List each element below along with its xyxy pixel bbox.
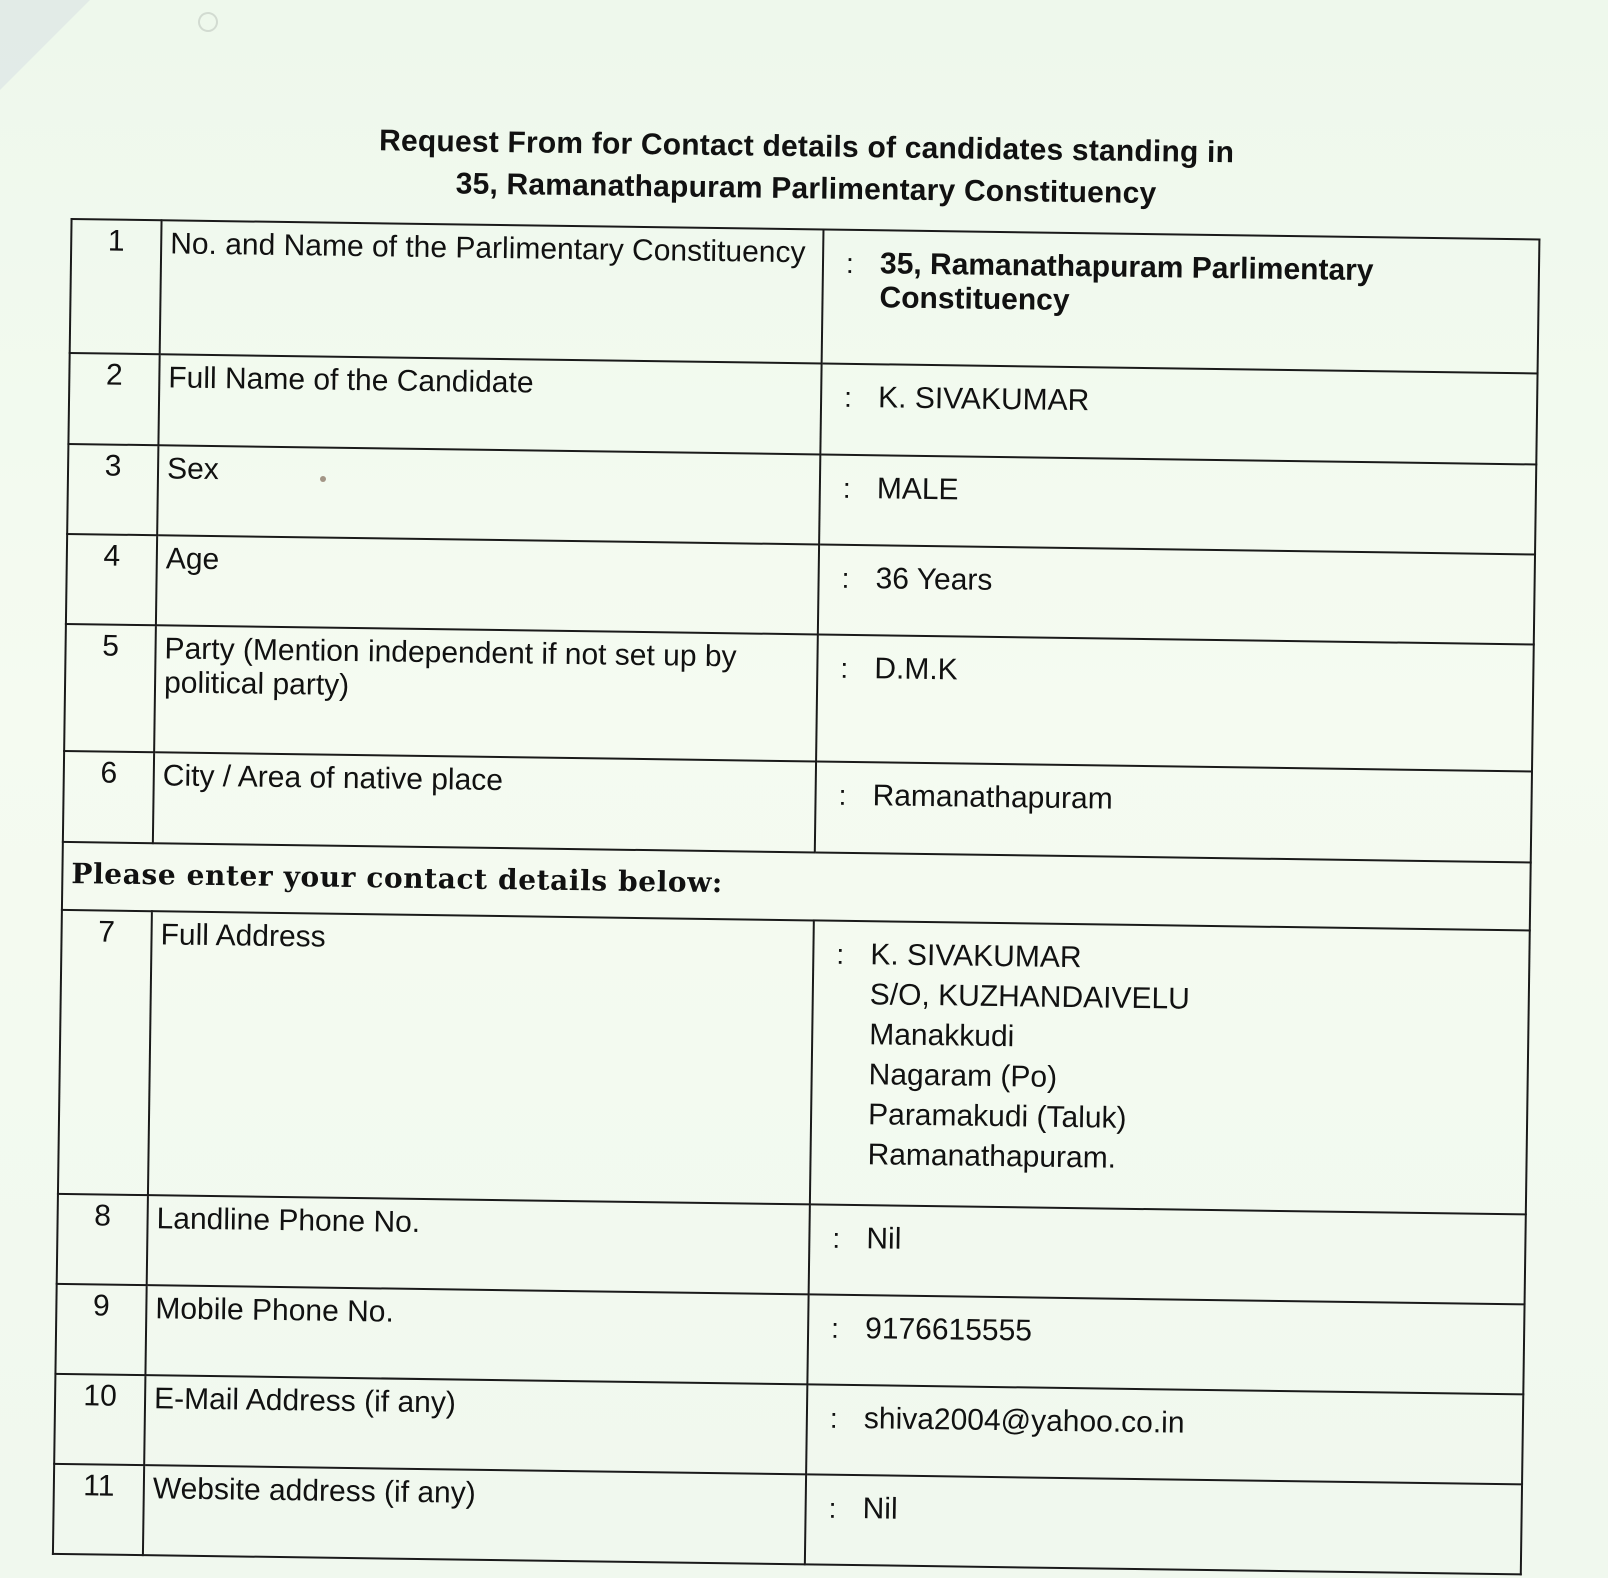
title-line-1: Request From for Contact details of candidates standing in [378,124,1235,170]
field-label: Age [156,535,819,634]
address-line-3: Manakkudi [869,1018,1015,1054]
field-label: Landline Phone No. [147,1195,810,1294]
field-label: Full Name of the Candidate [158,354,821,454]
field-colon: : [830,1312,840,1344]
field-value-cell [816,634,1534,771]
candidate-name-value: K. SIVAKUMAR [877,381,1090,418]
row-number: 8 [57,1194,148,1285]
field-value [831,1312,1515,1356]
address-line-2: S/O, KUZHANDAIVELU [869,978,1191,1016]
row-number: 3 [67,444,158,535]
row-number: 4 [66,534,157,625]
field-value-cell [806,1384,1523,1484]
field-label: City / Area of native place [153,752,816,852]
field-value-cell [809,1204,1526,1304]
field-label: Full Address [148,911,814,1204]
row-number: 6 [63,751,154,843]
constituency-value: 35, Ramanathapuram Parlimentary Constituency [879,247,1374,317]
field-value-cell [822,230,1540,374]
field-colon: : [843,381,853,413]
field-colon: : [845,247,855,279]
field-label: Mobile Phone No. [145,1285,808,1384]
field-value [838,779,1522,823]
address-line-6: Ramanathapuram. [867,1138,1117,1175]
row-number: 5 [64,624,156,752]
field-colon: : [838,779,847,811]
field-colon: : [841,562,850,594]
field-colon: : [829,1402,838,1434]
punch-mark [195,9,222,36]
field-colon: : [840,652,849,684]
field-value [833,938,1520,1188]
row-number: 2 [68,353,159,445]
age-value: 36 Years [875,562,993,597]
field-colon: : [828,1492,837,1524]
field-value-cell [818,544,1535,644]
address-line-4: Nagaram (Po) [868,1058,1058,1094]
table-row-website [53,1464,1522,1574]
field-label: Party (Mention independent if not set up by political party) [154,625,818,761]
field-value [843,472,1527,516]
address-line-1: K. SIVAKUMAR [870,938,1082,975]
field-value [840,652,1524,696]
field-value [830,1402,1514,1446]
field-value [828,1492,1512,1536]
address-value [867,938,1520,1187]
field-label: E-Mail Address (if any) [144,1375,807,1474]
contact-details-heading: Please enter your contact details below: [62,842,1531,930]
native-place-value: Ramanathapuram [872,779,1113,816]
field-value [845,247,1530,325]
field-value-cell [815,761,1532,862]
field-value-cell [819,454,1536,554]
table-row-party [64,624,1534,771]
field-value-cell [810,920,1530,1214]
field-value-cell [805,1474,1522,1574]
field-colon: : [832,1222,841,1254]
landline-value: Nil [866,1222,902,1256]
row-number: 1 [70,219,162,354]
party-value: D.M.K [874,652,958,687]
table-row-constituency [70,219,1540,373]
row-number: 9 [55,1284,146,1375]
mobile-value: 9176615555 [864,1312,1033,1348]
field-value-cell [820,363,1537,464]
website-value: Nil [862,1492,898,1526]
address-line-5: Paramakudi (Taluk) [867,1098,1127,1135]
row-number: 10 [54,1374,145,1465]
candidate-contact-table [52,218,1541,1575]
field-colon: : [836,938,845,970]
field-value [844,381,1528,425]
title-line-2: 35, Ramanathapuram Parlimentary Constituency [455,167,1157,211]
field-label: Website address (if any) [143,1465,806,1564]
row-number: 11 [53,1464,144,1555]
field-colon: : [842,472,851,504]
sex-value: MALE [876,472,959,507]
field-value [832,1222,1516,1266]
row-number: 7 [58,910,152,1195]
document-title [71,116,1542,221]
table-row-full-address [58,910,1530,1214]
email-value: shiva2004@yahoo.co.in [863,1402,1185,1440]
field-value [841,562,1525,606]
request-form-document [52,116,1542,1575]
page-corner-fold [0,0,90,90]
field-label: Sex [157,445,820,544]
field-label: No. and Name of the Parlimentary Constituency [160,220,824,363]
field-value-cell [807,1294,1524,1394]
